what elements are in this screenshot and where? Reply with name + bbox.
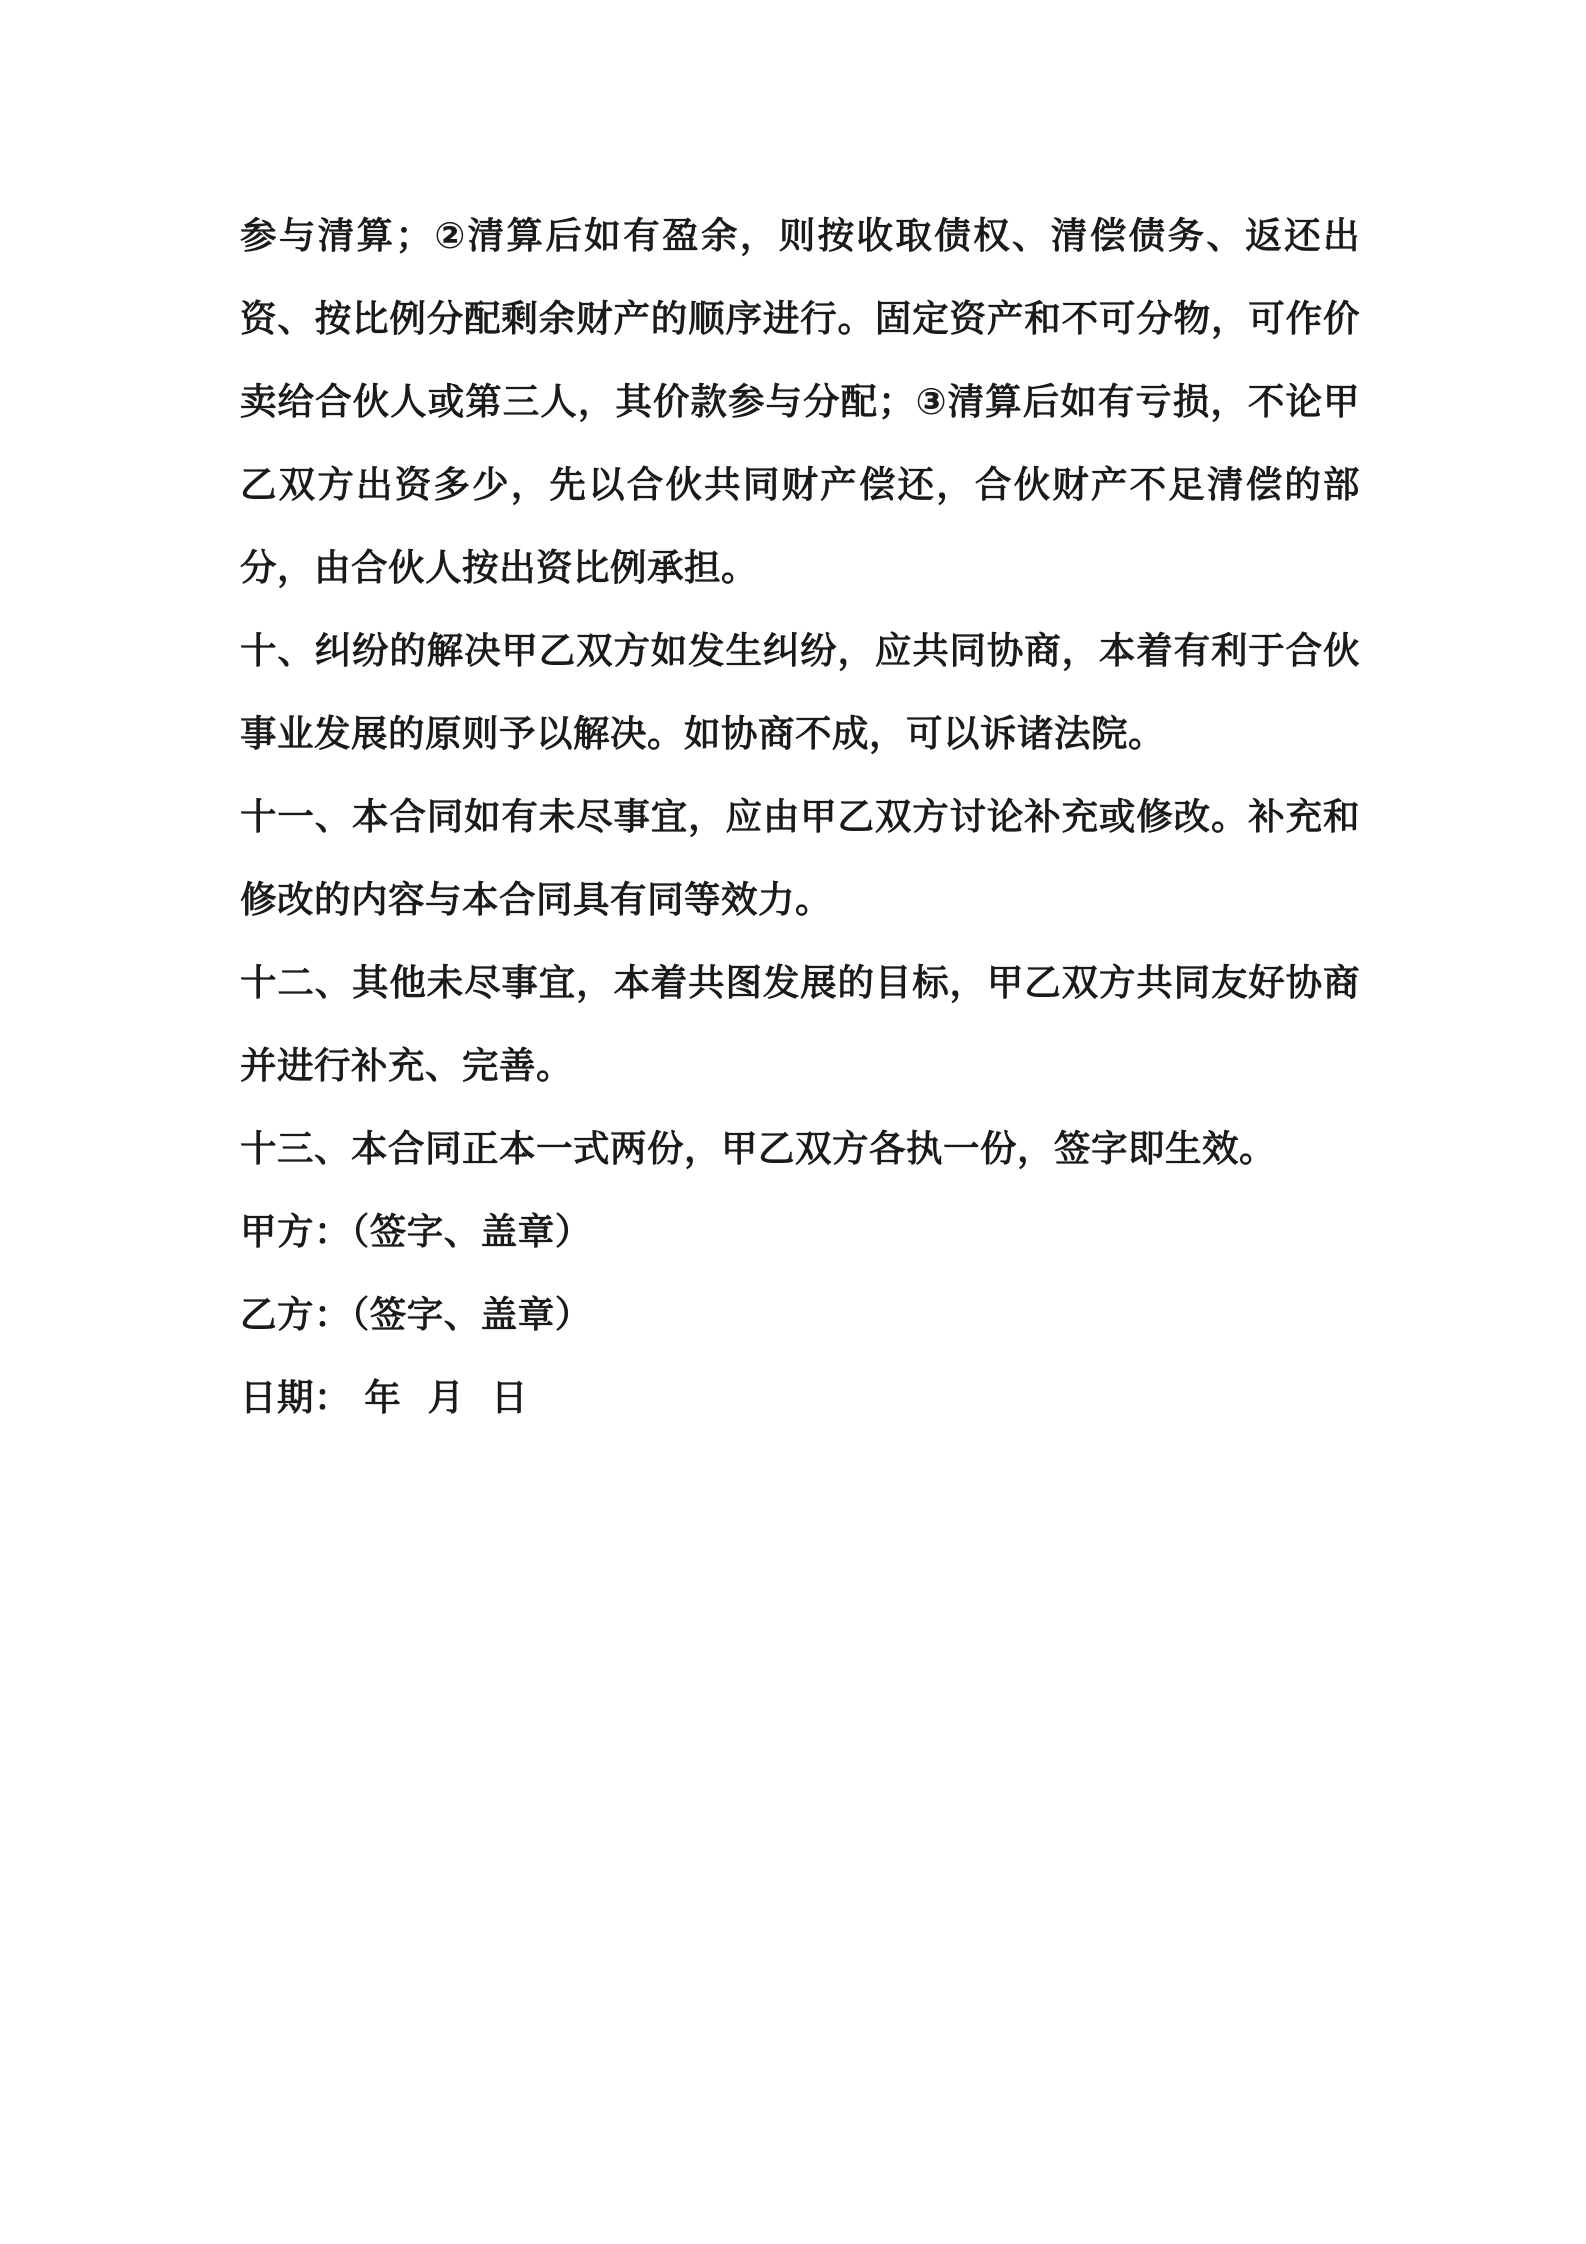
paragraph-other-matters: 十二、其他未尽事宜，本着共图发展的目标，甲乙双方共同友好协商并进行补充、完善。 [240, 961, 1360, 1087]
paragraph-supplement: 十一、本合同如有未尽事宜，应由甲乙双方讨论补充或修改。补充和修改的内容与本合同具有同等效力。 [240, 795, 1360, 921]
paragraph-copies: 十三、本合同正本一式两份，甲乙双方各执一份，签字即生效。 [240, 1127, 1276, 1170]
party-a-signature-line: 甲方：（签字、盖章） [240, 1210, 592, 1253]
party-b-signature-line: 乙方：（签字、盖章） [240, 1293, 592, 1336]
paragraph-dispute-resolution: 十、纠纷的解决甲乙双方如发生纠纷，应共同协商，本着有利于合伙事业发展的原则予以解决。如协商不成，可以诉诸法院。 [240, 629, 1360, 755]
document-body [240, 194, 1360, 1439]
date-line: 日期： 年 月 日 [240, 1376, 529, 1419]
paragraph-settlement: 参与清算；②清算后如有盈余，则按收取债权、清偿债务、返还出资、按比例分配剩余财产的顺序进行。固定资产和不可分物，可作价卖给合伙人或第三人，其价款参与分配；③清算后如有亏损，不论甲乙双方出资多少，先以合伙共同财产偿还，合伙财产不足清偿的部分，由合伙人按出资比例承担。 [240, 214, 1360, 589]
